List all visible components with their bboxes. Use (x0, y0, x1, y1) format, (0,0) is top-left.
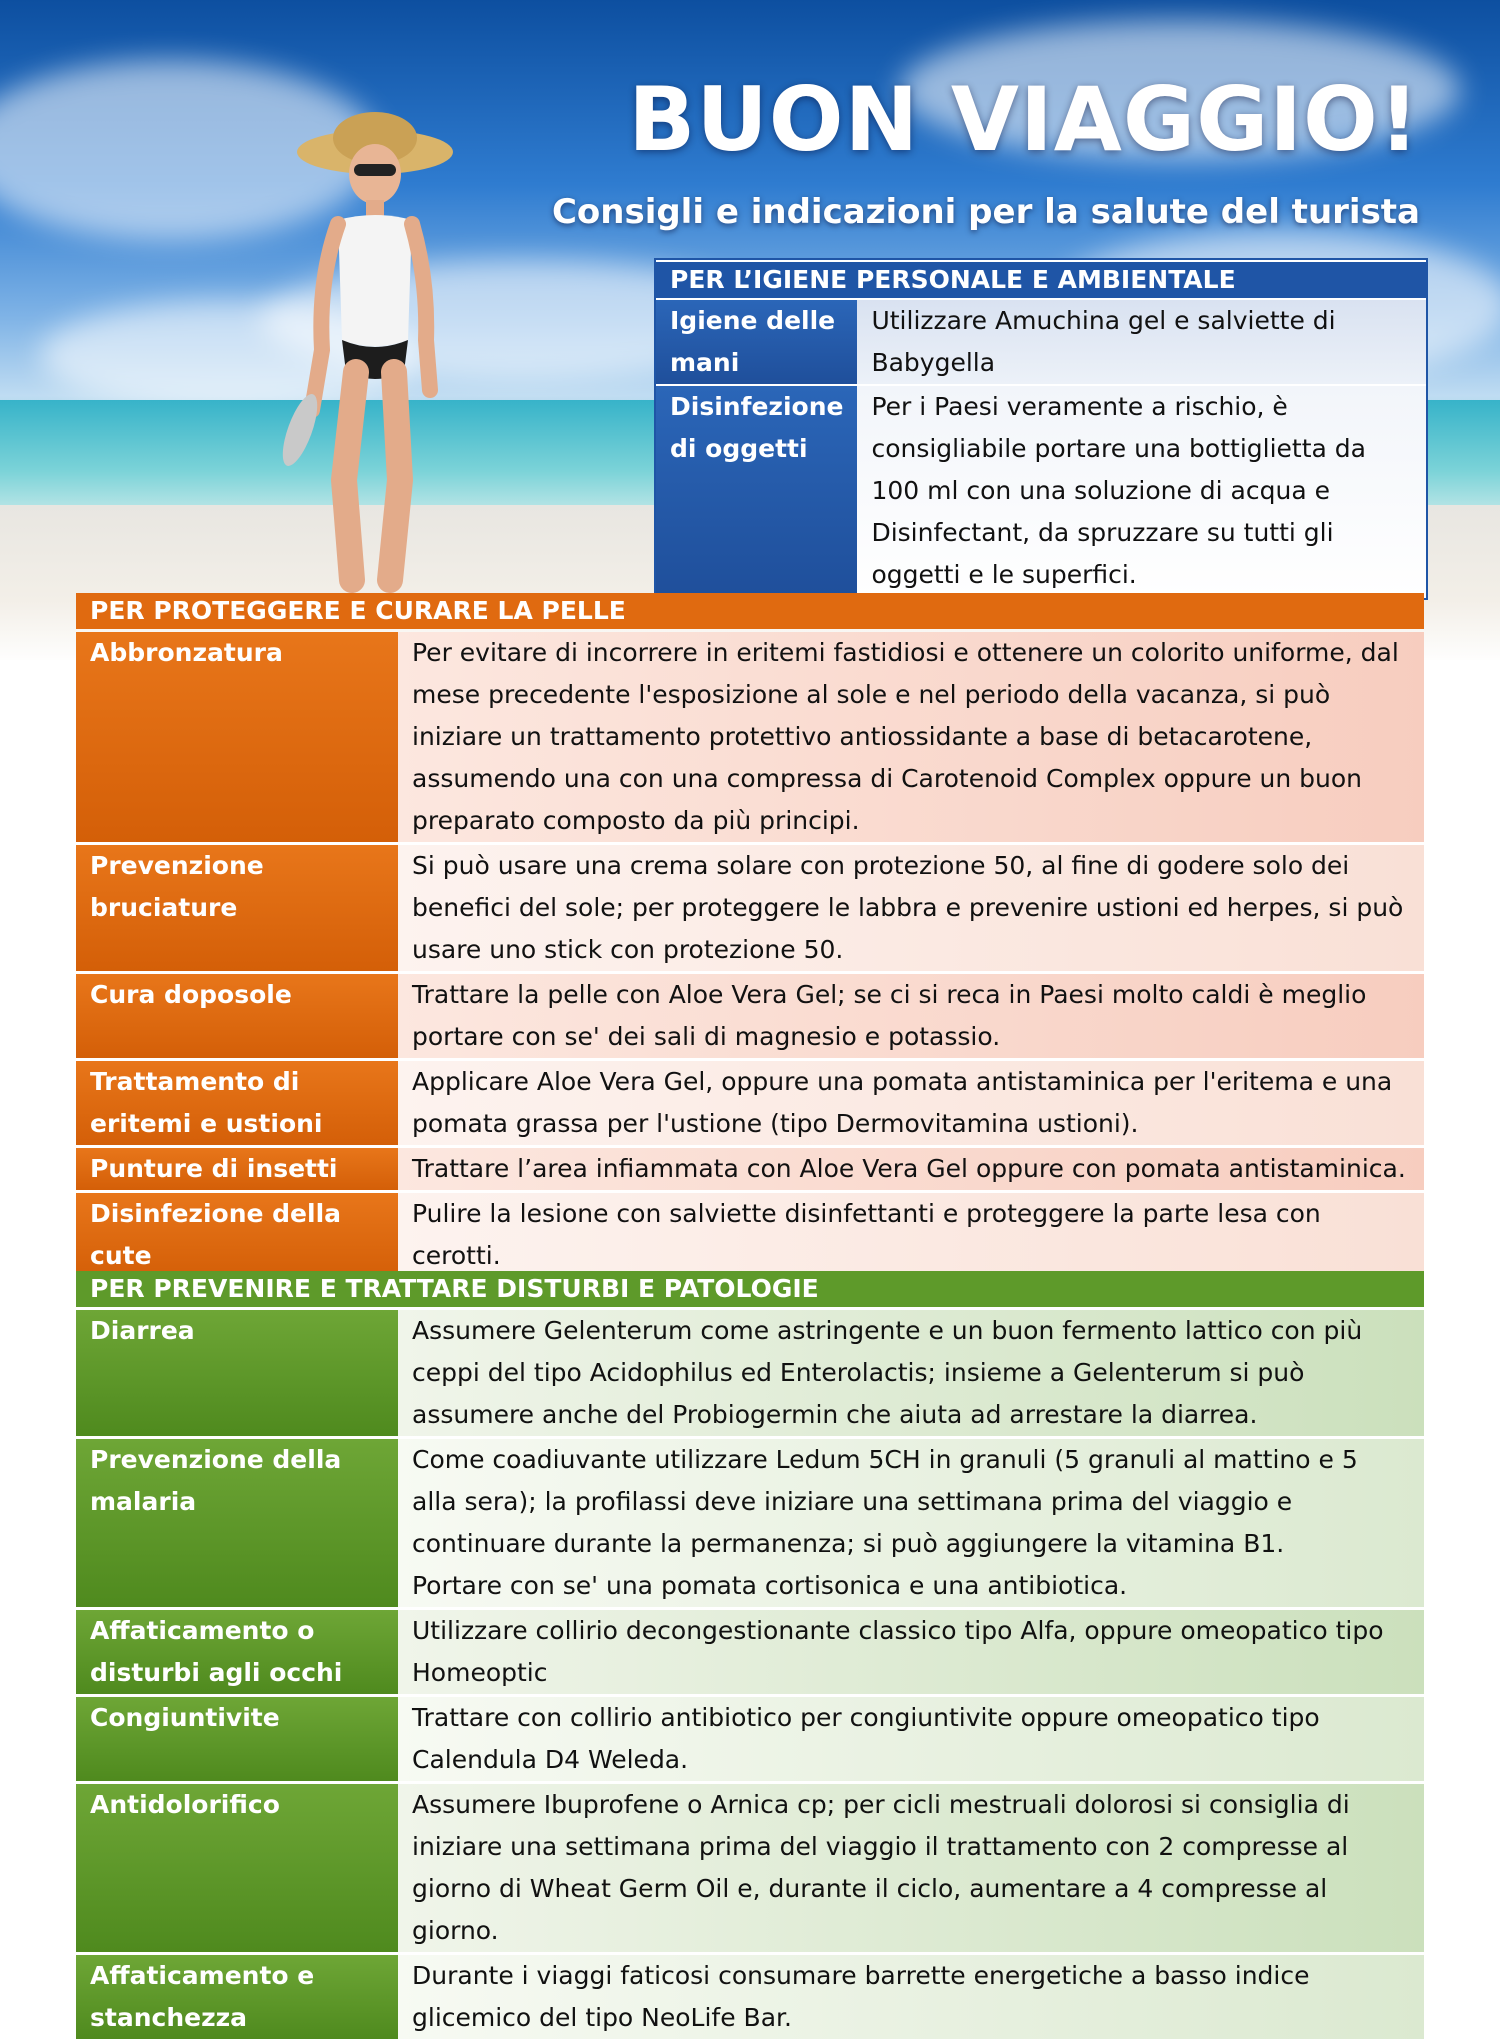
row-label: Disinfezione di oggetti (656, 386, 857, 596)
row-text: Applicare Aloe Vera Gel, oppure una pomata antistaminica per l'eritema e una pomata grassa per l'ustione (tipo Dermovitamina ustioni). (398, 1061, 1424, 1145)
row-text: Trattare l’area infiammata con Aloe Vera Gel oppure con pomata antistaminica. (398, 1148, 1424, 1190)
row-label: Trattamento di eritemi e ustioni (76, 1061, 398, 1145)
row-text: Utilizzare collirio decongestionante classico tipo Alfa, oppure omeopatico tipo Homeoptic (398, 1610, 1424, 1694)
skin-care-heading: PER PROTEGGERE E CURARE LA PELLE (76, 593, 1424, 629)
ailments-heading: PER PREVENIRE E TRATTARE DISTURBI E PATOLOGIE (76, 1271, 1424, 1307)
table-row (76, 632, 1424, 842)
row-label: Punture di insetti (76, 1148, 398, 1190)
table-row (656, 386, 1426, 596)
row-text: Pulire la lesione con salviette disinfettanti e proteggere la parte lesa con cerotti. (398, 1193, 1424, 1277)
table-row (76, 1439, 1424, 1607)
table-row (76, 1193, 1424, 1277)
row-text: Si può usare una crema solare con protezione 50, al fine di godere solo dei benefici del sole; per proteggere le labbra e prevenire ustioni ed herpes, si può usare uno stick con protezione 50. (398, 845, 1424, 971)
row-label: Diarrea (76, 1310, 398, 1436)
row-text-part: Come coadiuvante utilizzare Ledum 5CH in granuli (5 granuli al mattino e 5 alla sera); la profilassi deve iniziare una settimana prima del viaggio e continuare durante la permanenza; si può aggiungere la vitamina B1. (412, 1445, 1358, 1558)
row-text: Trattare la pelle con Aloe Vera Gel; se ci si reca in Paesi molto caldi è meglio portare con se' dei sali di magnesio e potassio. (398, 974, 1424, 1058)
row-text (398, 1439, 1424, 1607)
row-label: Disinfezione della cute (76, 1193, 398, 1277)
table-row (76, 1955, 1424, 2039)
row-label: Antidolorifico (76, 1784, 398, 1952)
row-label: Igiene delle mani (656, 300, 857, 384)
table-row (76, 1610, 1424, 1694)
table-row (76, 1310, 1424, 1436)
row-text-part: Portare con se' una pomata cortisonica e una antibiotica. (412, 1571, 1128, 1600)
row-label: Cura doposole (76, 974, 398, 1058)
row-label: Congiuntivite (76, 1697, 398, 1781)
table-row (76, 974, 1424, 1058)
skin-care-table (76, 590, 1424, 1280)
hygiene-table (654, 258, 1428, 600)
page-title: BUON VIAGGIO! (628, 68, 1420, 171)
row-text: Per i Paesi veramente a rischio, è consigliabile portare una bottiglietta da 100 ml con una soluzione di acqua e Disinfectant, da spruzzare su tutti gli oggetti e le superfici. (857, 386, 1426, 596)
table-row (76, 845, 1424, 971)
page-subtitle: Consigli e indicazioni per la salute del turista (551, 192, 1420, 232)
row-label: Affaticamento e stanchezza (76, 1955, 398, 2039)
hygiene-heading: PER L’IGIENE PERSONALE E AMBIENTALE (656, 262, 1426, 298)
woman-walking-figure (240, 110, 510, 610)
table-row (76, 1784, 1424, 1952)
table-row (656, 300, 1426, 384)
table-row (76, 1148, 1424, 1190)
row-text: Trattare con collirio antibiotico per congiuntivite oppure omeopatico tipo Calendula D4 Weleda. (398, 1697, 1424, 1781)
row-label: Abbronzatura (76, 632, 398, 842)
row-text: Assumere Gelenterum come astringente e un buon fermento lattico con più ceppi del tipo Acidophilus ed Enterolactis; insieme a Gelenterum si può assumere anche del Probiogermin che aiuta ad arrestare la diarrea. (398, 1310, 1424, 1436)
table-row (76, 1697, 1424, 1781)
table-row (76, 1061, 1424, 1145)
row-label: Prevenzione bruciature (76, 845, 398, 971)
row-text: Utilizzare Amuchina gel e salviette di Babygella (857, 300, 1426, 384)
row-text: Durante i viaggi faticosi consumare barrette energetiche a basso indice glicemico del tipo NeoLife Bar. (398, 1955, 1424, 2039)
row-label: Affaticamento o disturbi agli occhi (76, 1610, 398, 1694)
row-label: Prevenzione della malaria (76, 1439, 398, 1607)
ailments-table (76, 1268, 1424, 2042)
row-text: Per evitare di incorrere in eritemi fastidiosi e ottenere un colorito uniforme, dal mese precedente l'esposizione al sole e nel periodo della vacanza, si può iniziare un trattamento protettivo antiossidante a base di betacarotene, assumendo una con una compressa di Carotenoid Complex oppure un buon preparato composto da più principi. (398, 632, 1424, 842)
row-text: Assumere Ibuprofene o Arnica cp; per cicli mestruali dolorosi si consiglia di iniziare una settimana prima del viaggio il trattamento con 2 compresse al giorno di Wheat Germ Oil e, durante il ciclo, aumentare a 4 compresse al giorno. (398, 1784, 1424, 1952)
